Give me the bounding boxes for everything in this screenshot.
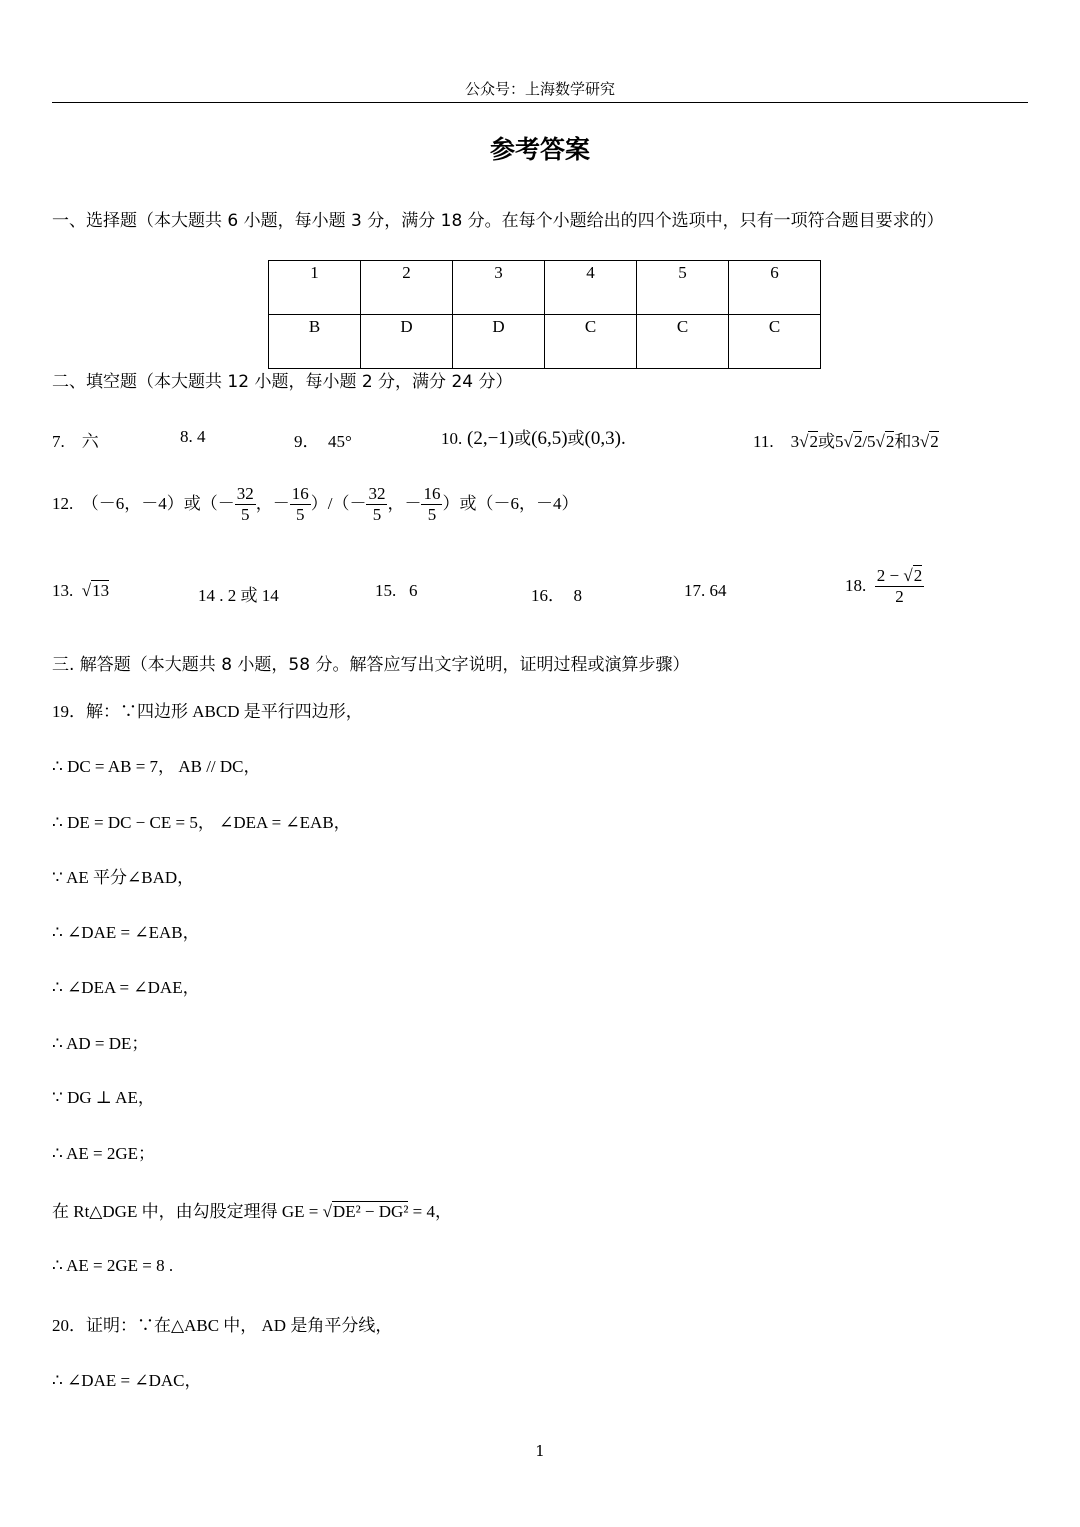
proof-line: ∴ AE = 2GE = 8 . [52,1256,174,1275]
text: ，－ [387,493,422,513]
text: ）或（－6，－4） [442,493,579,513]
proof-line: ∵ DG ⊥ AE， [52,1088,155,1107]
radicand: 2 [913,566,923,585]
table-row [269,261,821,315]
fraction [421,484,442,526]
radicand: 2 [853,432,863,451]
table-cell: C [545,315,637,369]
table-cell: C [729,315,821,369]
table-cell: D [453,315,545,369]
text: ）/（－ [310,493,367,513]
answer-18 [845,566,924,608]
radicand: DE² − DG² [332,1202,409,1221]
numerator: 2 − √2 [875,566,924,587]
answer-number: 11. [753,432,774,451]
radicand: 2 [930,432,939,451]
proof-line: ∴ DC = AB = 7， AB // DC， [52,757,261,776]
answer-13: 13. √13 [52,581,110,600]
answer-value: 6 [409,581,418,600]
table-cell: 5 [637,261,729,315]
proof-line: ∴ ∠DEA = ∠DAE， [52,978,200,997]
header-rule [52,102,1028,103]
denominator: 5 [372,505,382,525]
section2-heading: 二、填空题（本大题共 12 小题，每小题 2 分，满分 24 分） [52,372,513,392]
text: /5 [862,432,876,451]
answer-number: 18. [845,575,867,595]
radicand: 2 [885,432,895,451]
point: (0,3) [584,428,621,449]
answer-number: 10. [441,429,463,448]
radicand: 2 [809,432,818,451]
section1-heading: 一、选择题（本大题共 6 小题，每小题 3 分，满分 18 分。在每个小题给出的四个选项中，只有一项符合题目要求的） [52,211,944,231]
answer-12 [52,484,578,526]
table-cell: 3 [453,261,545,315]
table-cell: D [361,315,453,369]
text: 在 Rt△DGE 中，由勾股定理得 GE = [52,1202,323,1221]
answer-number: 13. [52,581,74,600]
answer-15 [375,581,418,601]
text: ，－ [255,493,290,513]
numerator: 32 [366,484,387,505]
answer-value: 8 [573,586,582,605]
answer-table [268,260,821,369]
table-cell: 1 [269,261,361,315]
proof-line: ∴ ∠DAE = ∠EAB， [52,923,200,942]
text: （－6，－4）或（－ [81,493,235,513]
answer-9 [294,427,352,452]
answer-14: 14 . 2 或 14 [198,586,279,605]
proof-line-rt: 在 Rt△DGE 中，由勾股定理得 GE = √DE² − DG² = 4， [52,1202,453,1221]
denominator: 5 [427,505,437,525]
answer-value: 六 [81,432,99,451]
radicand: 13 [92,581,110,600]
section3-heading: 三. 解答题（本大题共 8 小题，58 分。解答应写出文字说明，证明过程或演算步骤） [52,655,690,675]
denominator: 5 [241,505,250,525]
or-text: 或 [567,429,585,448]
denominator: 2 [895,587,904,607]
table-row [269,315,821,369]
answer-8: 8. 4 [180,427,206,446]
proof-line: ∴ DE = DC − CE = 5， ∠DEA = ∠EAB， [52,813,351,832]
proof-line: 20．证明：∵在△ABC 中， AD 是角平分线， [52,1316,393,1335]
answer-number: 9． [294,432,320,451]
or-text: 或 [514,429,532,448]
numerator: 16 [290,484,311,505]
fraction [290,484,311,526]
answer-value: 45° [328,432,352,451]
table-cell: B [269,315,361,369]
proof-line: 19．解：∵四边形 ABCD 是平行四边形， [52,702,363,721]
point: (2,−1) [467,428,515,449]
text: = 4， [408,1202,453,1221]
period: . [620,428,626,449]
answer-7 [52,427,99,452]
fraction [235,484,256,526]
table-cell: 2 [361,261,453,315]
denominator: 5 [296,505,305,525]
proof-line: ∴ AE = 2GE； [52,1144,156,1163]
answer-number: 7. [52,432,65,451]
page-number: 1 [535,1442,545,1460]
answer-number: 16． [531,586,565,605]
proof-line: ∴ AD = DE； [52,1034,149,1053]
fraction [366,484,387,526]
table-cell: 4 [545,261,637,315]
point: (6,5) [531,428,568,449]
page-title: 参考答案 [489,135,590,164]
table-cell: 6 [729,261,821,315]
answer-number: 15. [375,581,397,600]
table-cell: C [637,315,729,369]
answer-17: 17. 64 [684,581,727,600]
answer-10 [441,424,626,450]
coef: 3 [790,432,800,451]
fraction [875,566,924,608]
proof-line: ∵ AE 平分∠BAD， [52,868,195,887]
numerator-text: 2 − [876,566,904,585]
text: 和3 [894,432,920,451]
page-header: 公众号：上海数学研究 [464,80,615,98]
numerator: 16 [421,484,442,505]
proof-line: ∴ ∠DAE = ∠DAC， [52,1371,202,1390]
text: 或5 [817,432,844,451]
answer-11: 11. 3√2或5√2/5√2和3√2 [753,432,939,451]
answer-number: 12. [52,493,74,513]
answer-16 [531,581,582,606]
numerator: 32 [235,484,256,505]
